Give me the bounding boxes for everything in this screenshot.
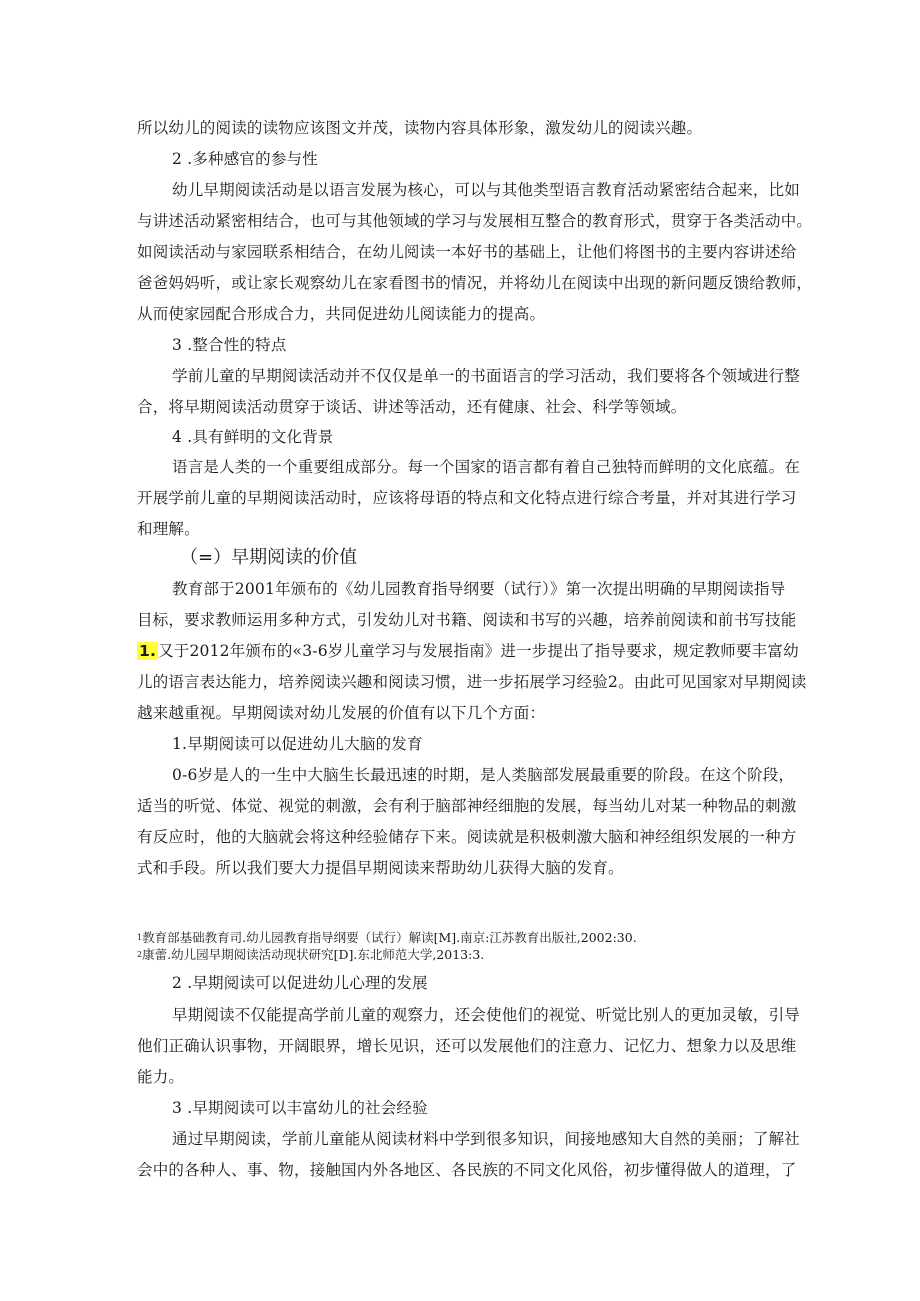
paragraph-line: 教育部于2001年颁布的《幼儿园教育指导纲要（试行）》第一次提出明确的早期阅读指导 bbox=[172, 580, 786, 598]
paragraph-line: 所以幼儿的阅读的读物应该图文并茂，读物内容具体形象，激发幼儿的阅读兴趣。 bbox=[137, 119, 703, 137]
paragraph-line: 幼儿早期阅读活动是以语言发展为核心，可以与其他类型语言教育活动紧密结合起来，比如 bbox=[172, 181, 801, 199]
subheading: 3 .早期阅读可以丰富幼儿的社会经验 bbox=[172, 1099, 428, 1117]
paragraph-line: 有反应时，他的大脑就会将这种经验储存下来。阅读就是积极刺激大脑和神经组织发展的一种方 bbox=[137, 828, 797, 846]
footnote bbox=[137, 930, 637, 946]
footnote-text: 教育部基础教育司.幼儿园教育指导纲要（试行）解读[M].南京:江苏教育出版社,2002:30. bbox=[142, 930, 637, 945]
paragraph-line: 合，将早期阅读活动贯穿于谈话、讲述等活动，还有健康、社会、科学等领域。 bbox=[137, 398, 687, 416]
paragraph-line: 与讲述活动紧密相结合，也可与其他领域的学习与发展相互整合的教育形式，贯穿于各类活动中。 bbox=[137, 212, 813, 230]
footnote-marker: 1 bbox=[137, 933, 143, 942]
paragraph-line: 目标，要求教师运用多种方式，引发幼儿对书籍、阅读和书写的兴趣，培养前阅读和前书写技能 bbox=[137, 611, 797, 629]
paragraph-line: 0-6岁是人的一生中大脑生长最迅速的时期，是人类脑部发展最重要的阶段。在这个阶段， bbox=[172, 766, 795, 784]
paragraph-line: 能力。 bbox=[137, 1068, 185, 1086]
footnote-marker: 2 bbox=[137, 950, 143, 959]
paragraph-line: 儿的语言表达能力，培养阅读兴趣和阅读习惯，进一步拓展学习经验2。由此可见国家对早期阅读 bbox=[137, 673, 807, 691]
paragraph-line: 式和手段。所以我们要大力提倡早期阅读来帮助幼儿获得大脑的发育。 bbox=[137, 859, 624, 877]
paragraph-line: 越来越重视。早期阅读对幼儿发展的价值有以下几个方面： bbox=[137, 704, 546, 722]
paragraph-line-with-marker bbox=[137, 641, 799, 661]
numbered-heading: 4 .具有鲜明的文化背景 bbox=[172, 428, 334, 446]
subheading: 2 .早期阅读可以促进幼儿心理的发展 bbox=[172, 974, 428, 992]
paragraph-line: 学前儿童的早期阅读活动并不仅仅是单一的书面语言的学习活动，我们要将各个领域进行整 bbox=[172, 367, 801, 385]
paragraph-line: 早期阅读不仅能提高学前儿童的观察力，还会使他们的视觉、听觉比别人的更加灵敏，引导 bbox=[172, 1006, 801, 1024]
paragraph-line: 开展学前儿童的早期阅读活动时，应该将母语的特点和文化特点进行综合考量，并对其进行学习 bbox=[137, 489, 797, 507]
paragraph-line: 通过早期阅读，学前儿童能从阅读材料中学到很多知识，间接地感知大自然的美丽；了解社 bbox=[172, 1130, 801, 1148]
numbered-heading: 2 .多种感官的参与性 bbox=[172, 150, 318, 168]
paragraph-text: 又于2012年颁布的«3-6岁儿童学习与发展指南》进一步提出了指导要求，规定教师要丰富幼 bbox=[158, 642, 799, 660]
footnote bbox=[137, 947, 484, 963]
paragraph-line: 适当的听觉、体觉、视觉的刺激，会有利于脑部神经细胞的发展，每当幼儿对某一种物品的刺激 bbox=[137, 797, 797, 815]
paragraph-line: 语言是人类的一个重要组成部分。每一个国家的语言都有着自己独特而鲜明的文化底蕴。在 bbox=[172, 458, 801, 476]
footnote-text: 康蕾.幼儿园早期阅读活动现状研究[D].东北师范大学,2013:3. bbox=[142, 947, 485, 962]
subheading: 1.早期阅读可以促进幼儿大脑的发育 bbox=[172, 735, 423, 753]
paragraph-line: 和理解。 bbox=[137, 520, 200, 538]
paragraph-line: 他们正确认识事物，开阔眼界，增长见识，还可以发展他们的注意力、记忆力、想象力以及思维 bbox=[137, 1037, 797, 1055]
paragraph-line: 从而使家园配合形成合力，共同促进幼儿阅读能力的提高。 bbox=[137, 305, 546, 323]
paragraph-line: 如阅读活动与家园联系相结合，在幼儿阅读一本好书的基础上，让他们将图书的主要内容讲述给 bbox=[137, 243, 797, 261]
highlight-marker: 1. bbox=[139, 642, 157, 660]
section-title: （=）早期阅读的价值 bbox=[180, 547, 358, 568]
paragraph-line: 爸爸妈妈听，或让家长观察幼儿在家看图书的情况，并将幼儿在阅读中出现的新问题反馈给教师， bbox=[137, 274, 813, 292]
numbered-heading: 3 .整合性的特点 bbox=[172, 336, 287, 354]
paragraph-line: 会中的各种人、事、物，接触国内外各地区、各民族的不同文化风俗，初步懂得做人的道理，了 bbox=[137, 1161, 797, 1179]
